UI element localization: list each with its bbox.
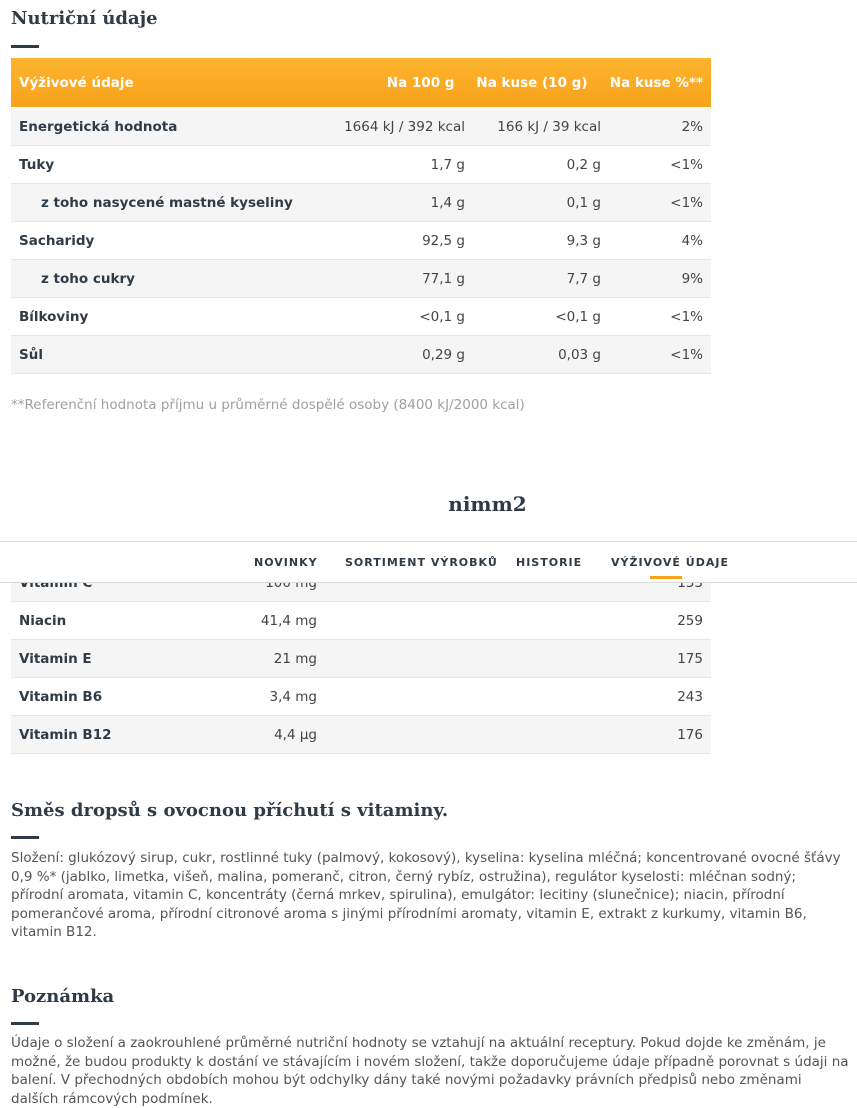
- table-row: [11, 108, 711, 146]
- table-row: [11, 602, 711, 640]
- value-per-piece: 166 kJ / 39 kcal: [473, 108, 609, 146]
- vitamin-name: Vitamin E: [11, 640, 171, 678]
- value-percent: <1%: [609, 184, 711, 222]
- title-underline: [11, 45, 39, 48]
- header-per-100g: Na 100 g: [386, 74, 455, 91]
- nav-historie[interactable]: HISTORIE: [516, 556, 583, 569]
- nutrition-title: Nutriční údaje: [11, 8, 158, 29]
- vitamin-amount: 41,4 mg: [171, 602, 325, 640]
- vitamin-percent: 175: [325, 640, 711, 678]
- value-per-100g: 77,1 g: [313, 260, 473, 298]
- value-percent: 9%: [609, 260, 711, 298]
- nav-vyzivove-udaje[interactable]: VÝŽIVOVÉ ÚDAJE: [611, 556, 729, 569]
- table-row: [11, 678, 711, 716]
- vitamin-percent: 176: [325, 716, 711, 754]
- value-per-100g: 1,4 g: [313, 184, 473, 222]
- value-percent: <1%: [609, 298, 711, 336]
- value-per-piece: 0,1 g: [473, 184, 609, 222]
- composition-text: Složení: glukózový sirup, cukr, rostlinné tuky (palmový, kokosový), kyselina: kyselina mléčná; koncentrované ovocné šťávy 0,9 %* (jablko, limetka, višeň, malina, pomeranč, citron, černý rybíz, ostružina), regulátor kyselosti: mléčnan sodný; přírodní aromata, vitamin C, koncentráty (černá mrkev, spirulina), emulgátor: lecitiny (slunečnice); niacin, přírodní pomerančové aroma, přírodní citronové aroma s jinými přírodními aromaty, vitamin E, extrakt z kurkumy, vitamin B6, vitamin B12.: [11, 850, 841, 940]
- vitamin-amount: 3,4 mg: [171, 678, 325, 716]
- value-per-100g: 1,7 g: [313, 146, 473, 184]
- active-tab-indicator: [650, 576, 682, 579]
- value-percent: 4%: [609, 222, 711, 260]
- vitamin-percent: 259: [325, 602, 711, 640]
- row-label: Tuky: [11, 146, 313, 184]
- sticky-nav: [0, 541, 857, 583]
- nav-novinky[interactable]: NOVINKY: [254, 556, 318, 569]
- value-per-piece: 0,2 g: [473, 146, 609, 184]
- value-per-piece: <0,1 g: [473, 298, 609, 336]
- vitamin-amount: 4,4 µg: [171, 716, 325, 754]
- table-row: [11, 146, 711, 184]
- vitamin-name: Niacin: [11, 602, 171, 640]
- nutrition-table: [11, 108, 711, 374]
- title-underline: [11, 1022, 39, 1025]
- vitamin-percent: 243: [325, 678, 711, 716]
- value-per-100g: <0,1 g: [313, 298, 473, 336]
- title-underline: [11, 836, 39, 839]
- note-title: Poznámka: [11, 986, 115, 1007]
- value-per-piece: 9,3 g: [473, 222, 609, 260]
- value-per-piece: 0,03 g: [473, 336, 609, 374]
- nutrition-table-header: [11, 58, 711, 107]
- value-percent: 2%: [609, 108, 711, 146]
- table-row: [11, 716, 711, 754]
- header-per-piece: Na kuse (10 g): [476, 74, 588, 91]
- footnote: **Referenční hodnota příjmu u průměrné dospělé osoby (8400 kJ/2000 kcal): [11, 397, 525, 413]
- value-per-100g: 0,29 g: [313, 336, 473, 374]
- row-label: Bílkoviny: [11, 298, 313, 336]
- vitamin-amount: 21 mg: [171, 640, 325, 678]
- table-row: [11, 640, 711, 678]
- value-per-piece: 7,7 g: [473, 260, 609, 298]
- row-label: Sacharidy: [11, 222, 313, 260]
- value-per-100g: 92,5 g: [313, 222, 473, 260]
- vitamins-table: [11, 564, 711, 754]
- value-percent: <1%: [609, 336, 711, 374]
- header-per-piece-percent: Na kuse %**: [609, 74, 704, 91]
- nav-sortiment[interactable]: SORTIMENT VÝROBKŮ: [345, 556, 498, 569]
- table-row: [11, 222, 711, 260]
- brand-logo[interactable]: nimm2: [448, 492, 527, 516]
- header-nutrient: Výživové údaje: [19, 74, 134, 91]
- vitamin-name: Vitamin B12: [11, 716, 171, 754]
- row-label: Sůl: [11, 336, 313, 374]
- row-label: Energetická hodnota: [11, 108, 313, 146]
- vitamin-name: Vitamin B6: [11, 678, 171, 716]
- row-label: z toho nasycené mastné kyseliny: [11, 184, 313, 222]
- value-percent: <1%: [609, 146, 711, 184]
- note-text: Údaje o složení a zaokrouhlené průměrné nutriční hodnoty se vztahují na aktuální receptury. Pokud dojde ke změnám, je možné, že budou produkty k dostání ve stávajícím i novém složení, takže doporučujeme údaje případně porovnat s údaji na balení. V přechodných obdobích mohou být odchylky dány také novými požadavky právních předpisů nebo změnami dalších rámcových podmínek.: [11, 1035, 849, 1107]
- value-per-100g: 1664 kJ / 392 kcal: [313, 108, 473, 146]
- composition-title: Směs dropsů s ovocnou příchutí s vitaminy.: [11, 800, 449, 821]
- row-label: z toho cukry: [11, 260, 313, 298]
- table-row: [11, 336, 711, 374]
- table-row: [11, 260, 711, 298]
- table-row: [11, 298, 711, 336]
- table-row: [11, 184, 711, 222]
